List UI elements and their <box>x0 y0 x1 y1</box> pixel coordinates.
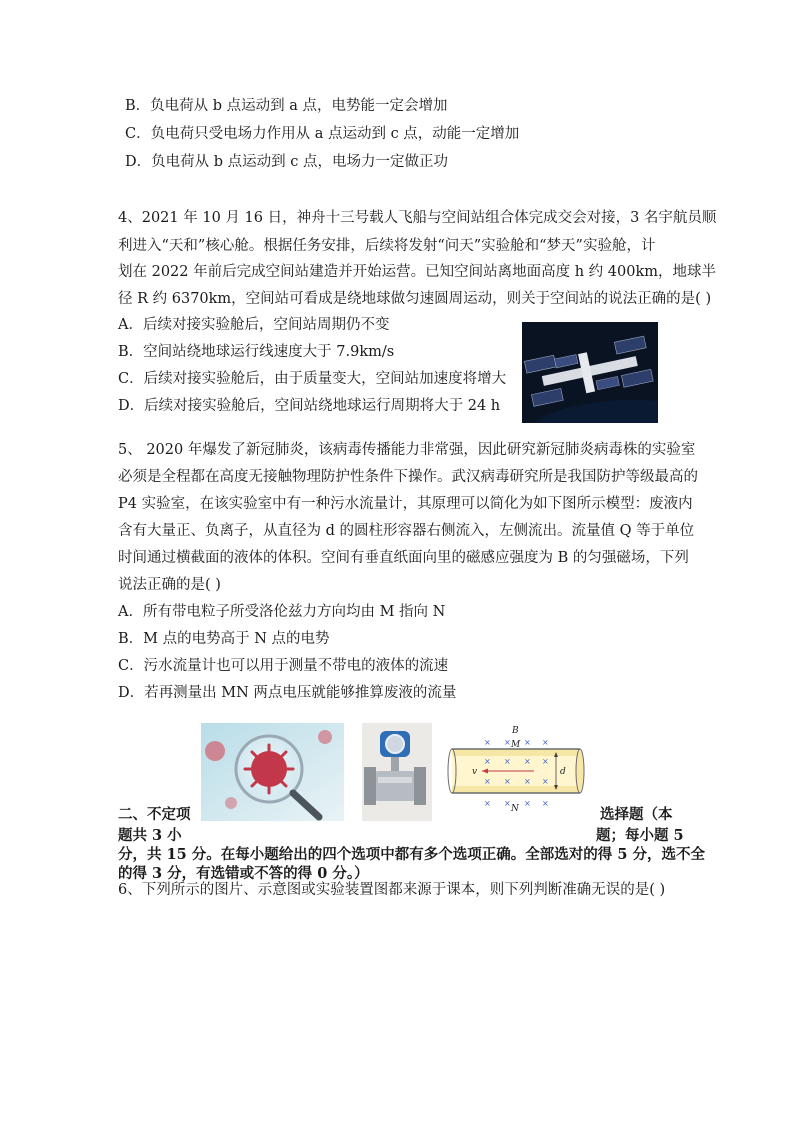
section2-heading-right-1: 选择题（本 <box>600 806 673 823</box>
q4-stem-line-1: 4、2021 年 10 月 16 日，神舟十三号载人飞船与空间站组合体完成交会对接，3 名宇航员顺 <box>118 210 717 226</box>
q5-stem-line-6: 说法正确的是( ) <box>118 577 221 593</box>
field-cross: × <box>542 757 549 766</box>
q5-stem-line-4: 含有大量正、负离子，从直径为 d 的圆柱形容器右侧流入，左侧流出。流量值 Q 等于单位 <box>118 523 695 539</box>
label-b: B <box>512 726 519 736</box>
q4-option-c: C．后续对接实验舱后，由于质量变大，空间站加速度将增大 <box>118 371 507 387</box>
label-v: v <box>472 767 478 777</box>
field-cross: × <box>542 738 549 747</box>
label-d: d <box>560 767 566 777</box>
space-station-photo <box>522 322 658 423</box>
virus-magnifier-photo <box>201 723 344 821</box>
field-cross: × <box>542 777 549 786</box>
field-cross: × <box>504 738 511 747</box>
q5-stem-line-3: P4 实验室，在该实验室中有一种污水流量计，其原理可以简化为如下图所示模型：废液内 <box>118 496 693 512</box>
q3-option-d: D．负电荷从 b 点运动到 c 点，电场力一定做正功 <box>125 154 448 170</box>
field-cross: × <box>524 738 531 747</box>
q4-option-a: A．后续对接实验舱后，空间站周期仍不变 <box>118 317 390 333</box>
label-m: M <box>511 740 521 750</box>
field-cross: × <box>504 777 511 786</box>
q6-stem: 6、下列所示的图片、示意图或实验装置图都来源于课本，则下列判断准确无误的是( ) <box>118 882 666 898</box>
section2-heading-right-2: 题；每小题 5 <box>596 827 684 844</box>
q4-option-d: D．后续对接实验舱后，空间站绕地球运行周期将大于 24 h <box>118 398 501 414</box>
field-cross: × <box>524 799 531 808</box>
q4-stem-line-3: 划在 2022 年前后完成空间站建造并开始运营。已知空间站离地面高度 h 约 400km，地球半 <box>118 264 716 280</box>
label-n: N <box>511 804 519 814</box>
q5-stem-line-1: 5、 2020 年爆发了新冠肺炎，该病毒传播能力非常强，因此研究新冠肺炎病毒株的实验室 <box>118 442 696 458</box>
field-cross: × <box>484 799 491 808</box>
field-cross: × <box>542 799 549 808</box>
field-cross: × <box>504 799 511 808</box>
q5-option-b: B．M 点的电势高于 N 点的电势 <box>118 631 330 647</box>
q5-option-c: C．污水流量计也可以用于测量不带电的液体的流速 <box>118 658 449 674</box>
section2-heading-line-4: 的得 3 分，有选错或不答的得 0 分。） <box>118 865 369 882</box>
q5-stem-line-5: 时间通过横截面的液体的体积。空间有垂直纸面向里的磁感应强度为 B 的匀强磁场，下列 <box>118 550 689 566</box>
field-cross: × <box>484 757 491 766</box>
q4-stem-line-2: 利进入“天和”核心舱。根据任务安排，后续将发射“问天”实验舱和“梦天”实验舱，计 <box>118 238 656 254</box>
field-cross: × <box>504 757 511 766</box>
q4-stem-line-4: 径 R 约 6370km，空间站可看成是绕地球做匀速圆周运动，则关于空间站的说法正确的是( ) <box>118 291 712 307</box>
q5-stem-line-2: 必须是全程都在高度无接触物理防护性条件下操作。武汉病毒研究所是我国防护等级最高的 <box>118 469 698 485</box>
q3-option-b: B．负电荷从 b 点运动到 a 点，电势能一定会增加 <box>125 98 448 114</box>
field-cross: × <box>524 757 531 766</box>
flow-meter-diagram <box>446 723 588 815</box>
field-cross: × <box>484 738 491 747</box>
q5-option-a: A．所有带电粒子所受洛伦兹力方向均由 M 指向 N <box>118 604 446 620</box>
section2-heading-left-1: 二、不定项 <box>118 806 191 823</box>
q4-option-b: B．空间站绕地球运行线速度大于 7.9km/s <box>118 344 395 360</box>
q5-option-d: D．若再测量出 MN 两点电压就能够推算废液的流量 <box>118 685 457 701</box>
field-cross: × <box>484 777 491 786</box>
q3-option-c: C．负电荷只受电场力作用从 a 点运动到 c 点，动能一定增加 <box>125 126 520 142</box>
flow-meter-photo <box>362 723 432 821</box>
section2-heading-left-2: 题共 3 小 <box>118 827 182 844</box>
section2-heading-line-3: 分，共 15 分。在每小题给出的四个选项中都有多个选项正确。全部选对的得 5 分，选不全 <box>118 846 705 863</box>
field-cross: × <box>524 777 531 786</box>
